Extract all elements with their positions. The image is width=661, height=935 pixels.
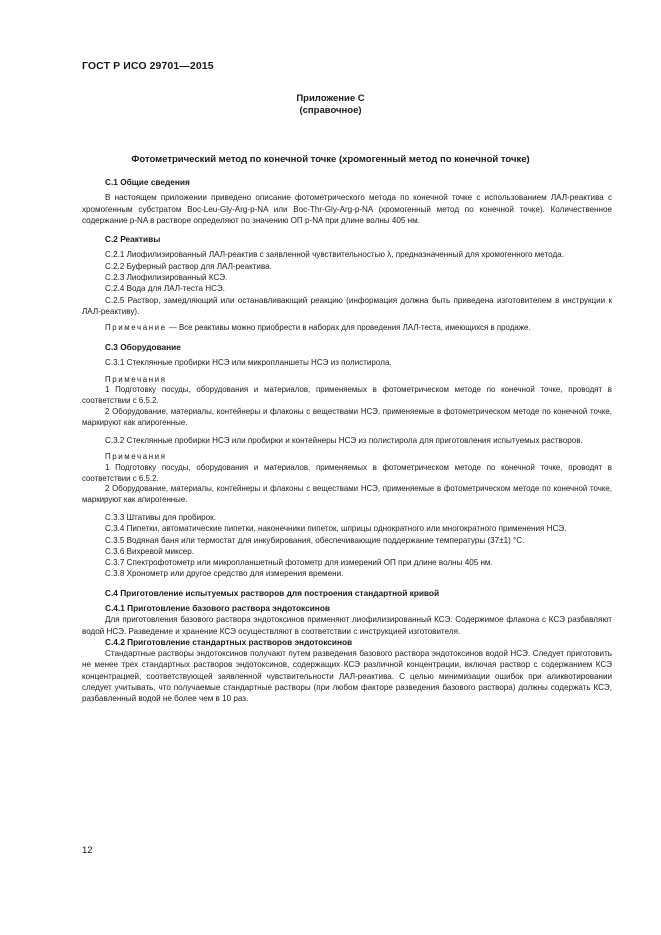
document-title: Фотометрический метод по конечной точке (хромогенный метод по конечной точке) bbox=[131, 154, 530, 165]
appendix-subtitle: (справочное) bbox=[299, 105, 362, 116]
c2-item: С.2.3 Лиофилизированный КСЭ. bbox=[105, 273, 228, 283]
c2-item: С.2.4 Вода для ЛАЛ-теста НСЭ. bbox=[105, 284, 225, 294]
c3-item: С.3.1 Стеклянные пробирки НСЭ или микропланшеты НСЭ из полистирола. bbox=[105, 358, 392, 368]
c2-note bbox=[82, 323, 612, 334]
section-c41-text: Для приготовления базового раствора эндотоксинов применяют лиофилизированный КСЭ. Содержимое флакона с КСЭ разбавляют водой НСЭ. Разведение и хранение КСЭ осуществляют в соответствии с инструкцией изготовителя. bbox=[82, 615, 612, 636]
c3-item: С.3.3 Штативы для пробирок. bbox=[105, 512, 216, 522]
standard-header: ГОСТ Р ИСО 29701—2015 bbox=[82, 60, 214, 72]
c3-item: С.3.8 Хронометр или другое средство для измерения времени. bbox=[105, 569, 344, 579]
section-c41-heading: С.4.1 Приготовление базового раствора эндотоксинов bbox=[105, 603, 330, 613]
c3-item: С.3.4 Пипетки, автоматические пипетки, наконечники пипеток, шприцы однократного или многократного применения НСЭ. bbox=[105, 524, 567, 534]
c3-note: 1 Подготовку посуды, оборудования и материалов, применяемых в фотометрическом методе по конечной точке, проводят в соответствии с 6.5.2. bbox=[82, 385, 612, 406]
notes-label: Примечания bbox=[105, 374, 167, 384]
section-c42-heading: С.4.2 Приготовление стандартных растворов эндотоксинов bbox=[105, 636, 353, 647]
c3-item: С.3.7 Спектрофотометр или микропланшетный фотометр для измерений ОП при длине волны 405 нм. bbox=[105, 558, 493, 568]
c3-note: 2 Оборудование, материалы, контейнеры и флаконы с веществами НСЭ, применяемые в фотометрическом методе по конечной точке, маркируют как апирогенные. bbox=[82, 407, 612, 427]
page-number: 12 bbox=[82, 845, 93, 856]
section-c2-heading: С.2 Реактивы bbox=[105, 234, 161, 245]
c3-item: С.3.6 Вихревой миксер. bbox=[105, 546, 195, 556]
note-label: Примечание bbox=[105, 323, 167, 333]
c2-item: С.2.5 Раствор, замедляющий или останавливающий реакцию (информация должна быть приведена изготовителем в инструкции к ЛАЛ-реактиву). bbox=[82, 295, 612, 316]
section-c1-heading: С.1 Общие сведения bbox=[105, 177, 190, 187]
section-c1-text: В настоящем приложении приведено описание фотометрического метода по конечной точке с использованием ЛАЛ-реактива с хромогенным субстратом Boc-Leu-Gly-Arg-p-NA или Boc-Thr-Gly-Arg-p-NA (хромогенный метод по конечной точке). Количественное содержание p-NA в растворе определяют по значению ОП p-NA при длине волны 405 нм. bbox=[82, 193, 612, 225]
c3-item: С.3.5 Водяная баня или термостат для инкубирования, обеспечивающие поддержание температуры (37±1) °С. bbox=[105, 535, 525, 545]
c2-item: С.2.2 Буферный раствор для ЛАЛ-реактива. bbox=[105, 261, 272, 271]
section-c42-text: Стандартные растворы эндотоксинов получают путем разведения базового раствора эндотоксинов водой НСЭ. Следует приготовить не менее трех стандартных растворов эндотоксинов, содержащих КСЭ различной концентрации, включая раствор с содержанием КСЭ концентрацией, соответствующей заявленной чувствительности ЛАЛ-реактива. С целью минимизации ошибок при аликвотировании следует учитывать, что получаемые стандартные растворы (при любом факторе разведения базового раствора) должны содержать КСЭ, разбавленный водой не более чем в 10 раз. bbox=[82, 649, 612, 704]
c3-item: С.3.2 Стеклянные пробирки НСЭ или пробирки и контейнеры НСЭ из полистирола для приготовления испытуемых растворов. bbox=[105, 435, 583, 445]
c2-item: С.2.1 Лиофилизированный ЛАЛ-реактив с заявленной чувствительностью λ, предназначенный для хромогенного метода. bbox=[105, 250, 564, 260]
section-c4-heading: С.4 Приготовление испытуемых растворов для построения стандартной кривой bbox=[105, 587, 440, 598]
section-c3-heading: С.3 Оборудование bbox=[105, 342, 181, 353]
document-body bbox=[82, 177, 612, 705]
appendix-title: Приложение С bbox=[296, 93, 365, 104]
notes-label: Примечания bbox=[105, 451, 167, 461]
c3-note: 2 Оборудование, материалы, контейнеры и флаконы с веществами НСЭ, применяемые в фотометрическом методе по конечной точке, маркируют как апирогенные. bbox=[82, 484, 612, 505]
note-text: — Все реактивы можно приобрести в наборах для проведения ЛАЛ-теста, имеющихся в продаже. bbox=[166, 323, 531, 333]
c3-note: 1 Подготовку посуды, оборудования и материалов, применяемых в фотометрическом методе по конечной точке, проводят в соответствии с 6.5.2. bbox=[82, 462, 612, 483]
